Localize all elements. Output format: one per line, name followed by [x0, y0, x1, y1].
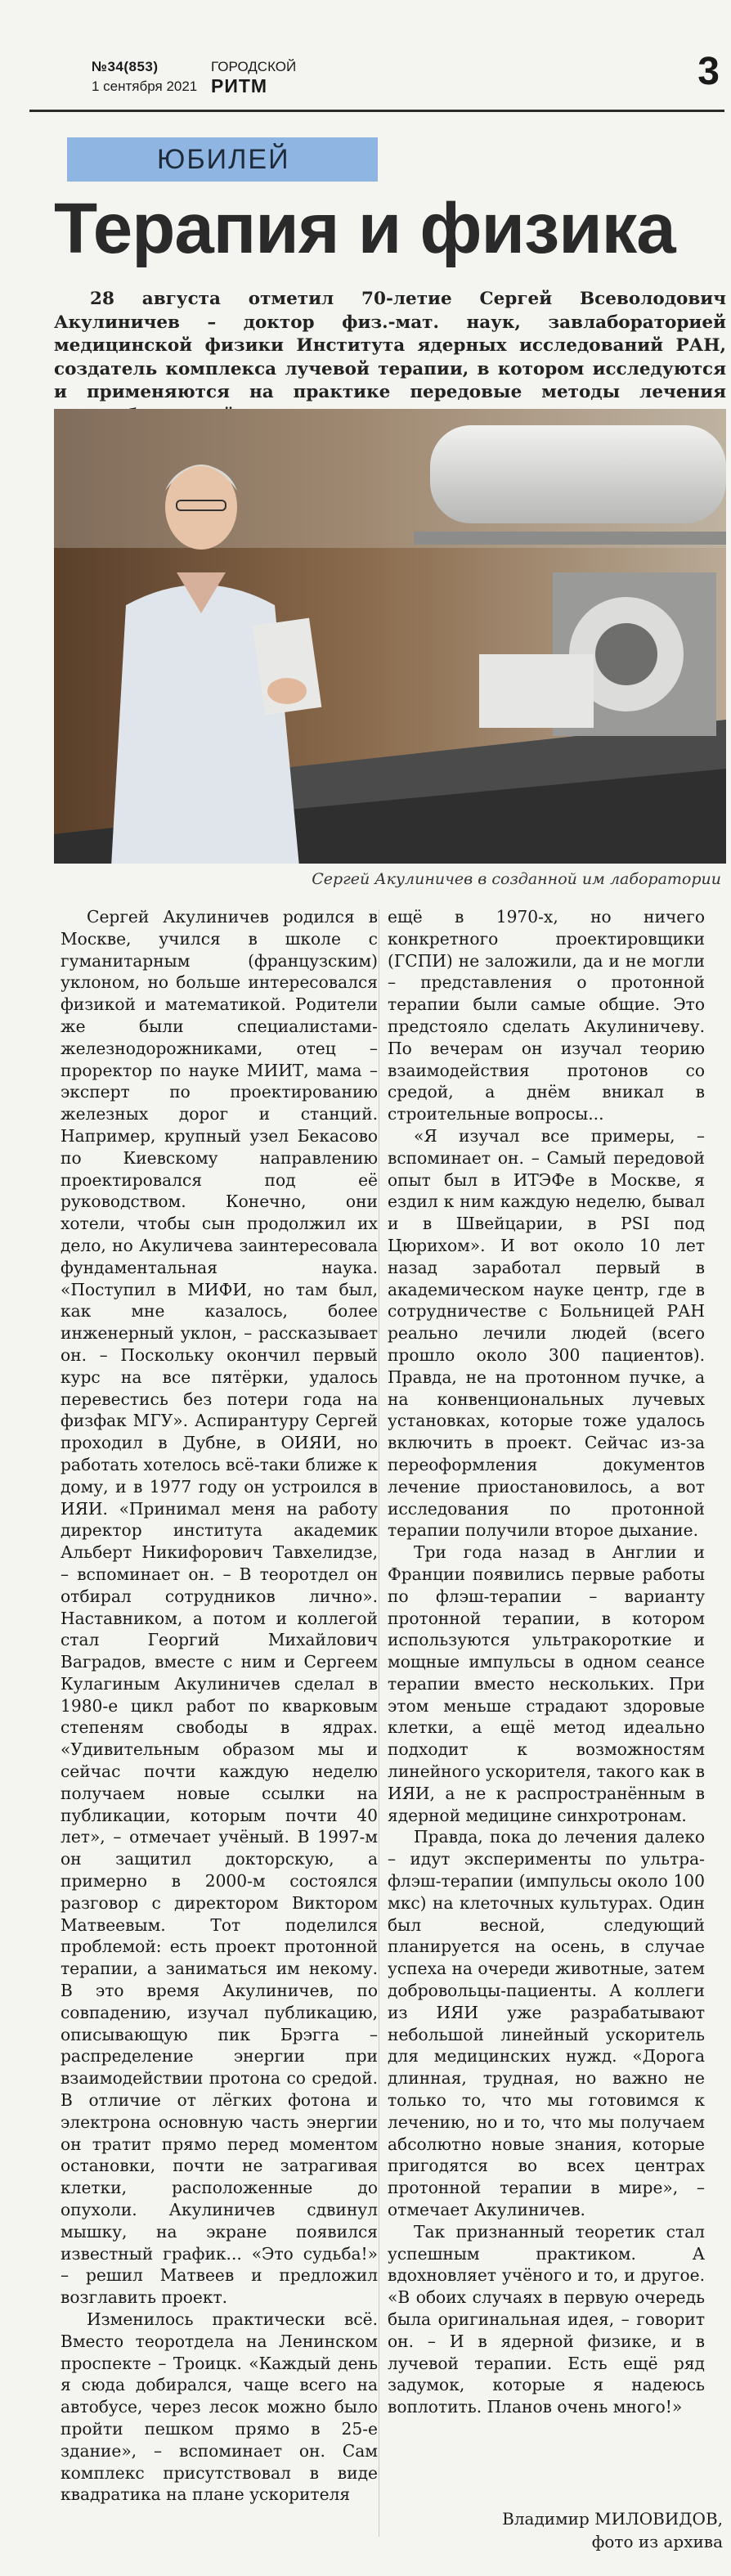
photo-caption: Сергей Акулиничев в созданной им лаборатории [312, 870, 721, 888]
paragraph: Правда, пока до лечения далеко – идут эксперименты по ультра-флэш-терапии (импульсы около 100 мкс) на клеточных культурах. Один был весной, следующий планируется на осень, в случае успеха на очереди животные, затем добровольцы-пациенты. А коллеги из ИЯИ уже разрабатывают небольшой линейный ускоритель для медицинских нужд. «Дорога длинная, трудная, но важно не только то, что мы готовимся к лечению, но и то, что мы получаем абсолютно новые знания, которые пригодятся во всех центрах протонной терапии в мире», – отмечает Акулиничев. [388, 1827, 705, 2220]
paragraph: ещё в 1970-х, но ничего конкретного проектировщики (ГСПИ) не заложили, да и не могли – представления о протонной терапии были самые общие. Это предстояло сделать Акулиничеву. По вечерам он изучал теорию взаимодействия протонов со средой, а днём вникал в строительные вопросы... [388, 907, 705, 1124]
paragraph: Изменилось практически всё. Вместо теоротдела на Ленинском проспекте – Троицк. «Каждый день я сюда добирался, чаще всего на автобусе, через лесок можно было пройти пешком прямо в 25-е здание», – вспоминает он. Сам комплекс присутствовал в виде квадратика на плане ускорителя [61, 2309, 378, 2505]
page-number: 3 [697, 50, 720, 93]
article-headline: Терапия и физика [54, 189, 675, 268]
paragraph: Так признанный теоретик стал успешным практиком. А вдохновляет учёного и то, и другое. «В обоих случаях в первую очередь была оригинальная идея, – говорит он. – И в ядерной физике, и в лучевой терапии. Есть ещё ряд задумок, которые я надеюсь воплотить. Планов очень много!» [388, 2221, 705, 2417]
article-lead: 28 августа отметил 70-летие Сергей Всеволодович Акулиничев – доктор физ.-мат. наук, завлабораторией медицинской физики Института ядерных исследований РАН, создатель комплекса лучевой терапии, в котором исследуются и применяются на практике передовые методы лечения [54, 289, 726, 402]
article-photo [54, 409, 726, 864]
photo-credit: фото из архива [591, 2532, 723, 2551]
rubric-banner [67, 137, 378, 182]
issue-date: 1 сентября 2021 [92, 79, 198, 94]
rubric-label: ЮБИЛЕЙ [157, 144, 290, 175]
paragraph: Три года назад в Англии и Франции появились первые работы по флэш-терапии – варианту протонной терапии, в котором используются ультракороткие и мощные импульсы в одном сеансе терапии вместо нескольких. При этом меньше страдают здоровые клетки, а ещё метод идеально подходит к возможностям линейного ускорителя, такого как в ИЯИ, а не к распространённым в ядерной медицине синхротронам. [388, 1542, 705, 1825]
paper-name: РИТМ [211, 75, 268, 96]
paragraph: Сергей Акулиничев родился в Москве, учился в школе с гуманитарным (французским) уклоном, но больше интересовался физикой и математикой. Родители же были специалистами-железнодорожниками, отец – проректор по науке МИИТ, мама – эксперт по проектированию железных дорог и станций. Например, крупный узел Бекасово по Киевскому направлению проектировался под её руководством. Конечно, они хотели, чтобы сын продолжил их дело, но Акуличева заинтересовала фундаментальная наука. «Поступил в МИФИ, но там был, как мне казалось, более инженерный уклон, – рассказывает он. – Поскольку окончил первый курс на все пятёрки, удалось перевестись без потери года на физфак МГУ». Аспирантуру Сергей проходил в Дубне, в ОИЯИ, но работать хотелось всё-таки ближе к дому, и в 1977 году он устроился в ИЯИ. «Принимал меня на работу директор института академик Альберт Никифорович Тавхелидзе, – вспоминает он. – В теоротдел он отбирал сотрудников лично». Наставником, а потом и коллегой стал Георгий Михайлович Ваградов, вместе с ним и Сергеем Кулагиным Акулиничев сделал в 1980-е цикл работ по кварковым степеням свободы в ядрах. «Удивительным образом мы и сейчас почти каждую неделю получаем новые ссылки на публикации, которым почти 40 лет», – отмечает учёный. В 1997-м он защитил докторскую, а примерно в 2000-м состоялся разговор с директором Виктором Матвеевым. Тот поделился проблемой: есть проект протонной терапии, а заниматься им некому. В это время Акулиничев, по совпадению, изучал публикацию, описывающую пик Брэгга – распределение энергии при взаимодействии протона со средой. В отличие от лёгких фотона и электрона основную часть энергии он тратит прямо перед моментом остановки, почти не затрагивая клетки, расположенные до опухоли. Акулиничев сдвинул мышку, на экране появился известный график... «Это судьба!» – решил Матвеев и предложил возглавить проект. [61, 907, 378, 2308]
article-column-left [61, 906, 378, 2506]
paper-subtitle: ГОРОДСКОЙ [211, 59, 297, 74]
article-column-right [388, 906, 705, 2418]
lab-photo-illustration [54, 409, 726, 864]
article-signature [388, 2507, 723, 2553]
author-name: Владимир МИЛОВИДОВ, [502, 2509, 723, 2529]
paragraph: «Я изучал все примеры, – вспоминает он. – Самый передовой опыт был в ИТЭФе в Москве, я ездил к ним каждую неделю, бывал и в Швейцарии, в PSI под Цюрихом». И вот около 10 лет назад заработал первый в академическом науке центр, где в сотрудничестве с Больницей РАН реально лечили людей (всего прошло около 300 пациентов). Правда, не на протонном пучке, а на конвенциональных лучевых установках, которые тоже удалось включить в проект. Сейчас из-за переоформления документов лечение приостановилось, а вот исследования по протонной терапии получили второе дыхание. [388, 1125, 705, 1541]
issue-number: №34(853) [92, 59, 159, 74]
masthead [29, 39, 724, 112]
